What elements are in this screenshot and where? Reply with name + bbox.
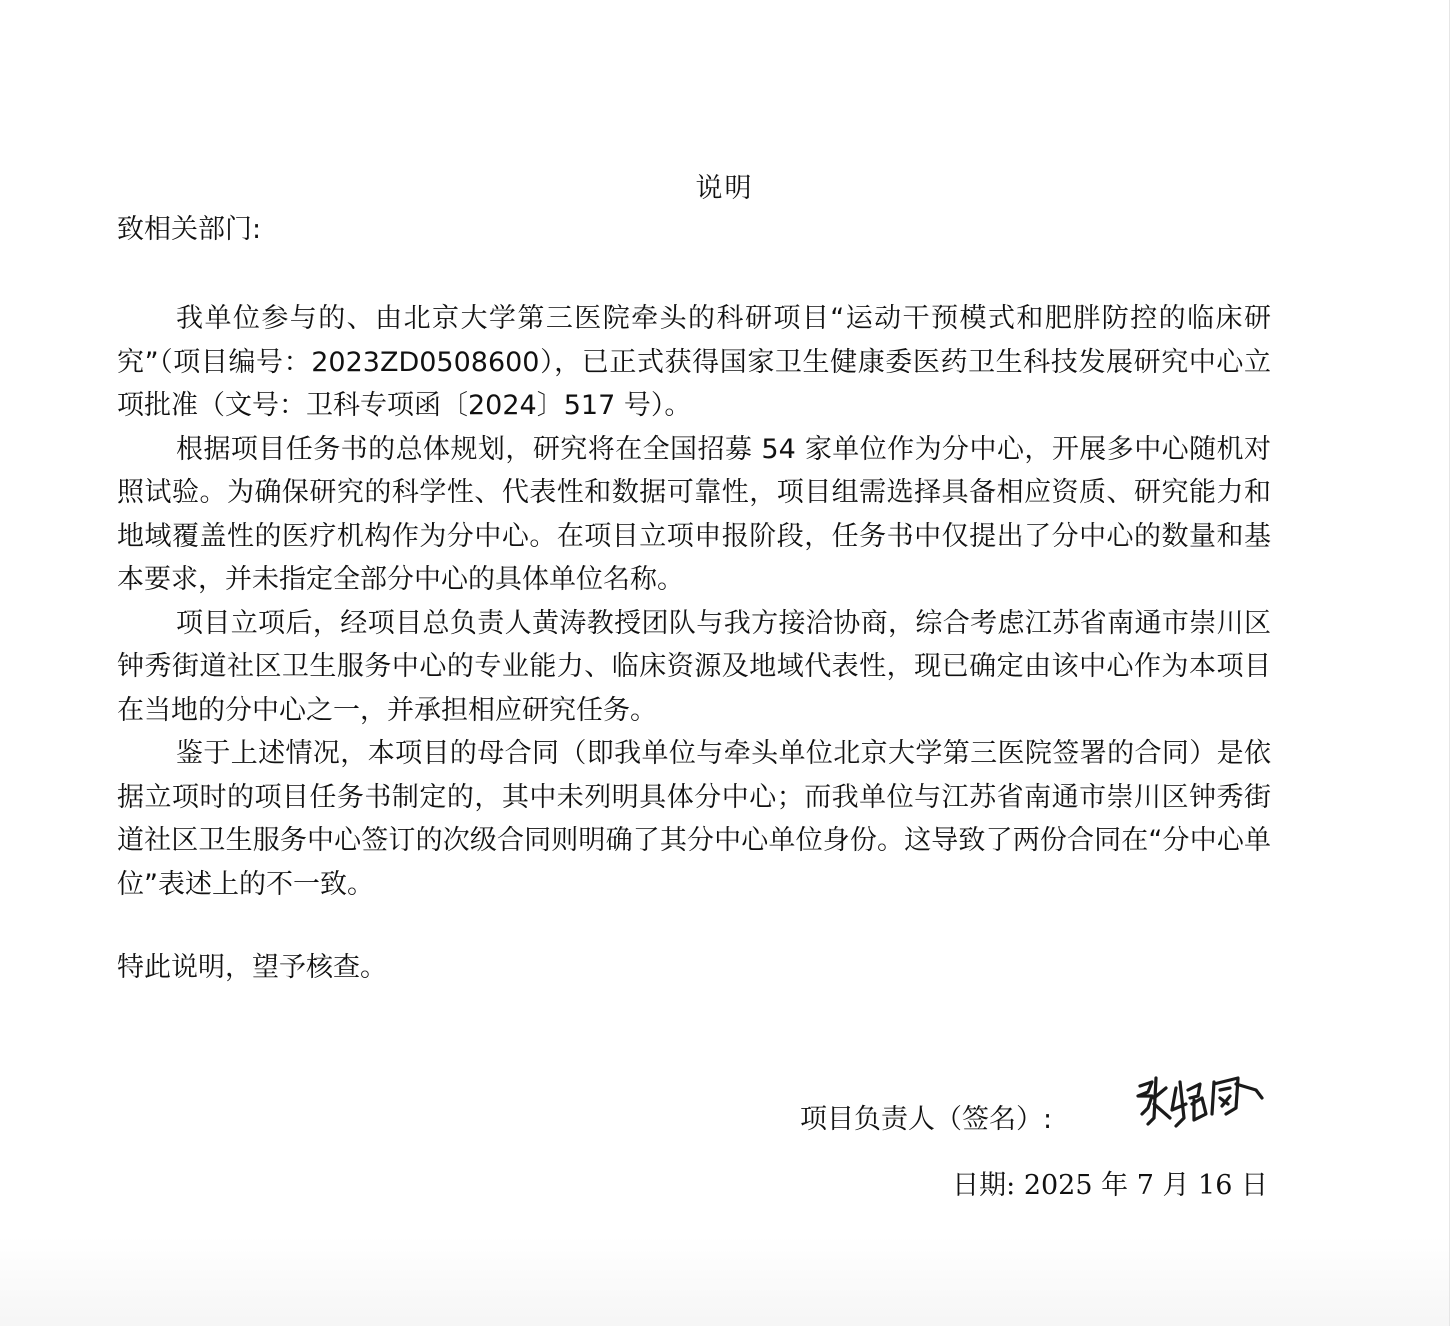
date-line	[952, 1164, 1268, 1208]
date-value: 2025 年 7 月 16 日	[1023, 1170, 1268, 1201]
date-label: 日期:	[952, 1170, 1016, 1201]
page-bottom-shadow	[0, 1236, 1449, 1326]
paragraph-subcenter-selection: 项目立项后，经项目总负责人黄涛教授团队与我方接洽协商，综合考虑江苏省南通市崇川区钟秀街道社区卫生服务中心的专业能力、临床资源及地域代表性，现已确定由该中心作为本项目在当地的分中心之一，并承担相应研究任务。	[117, 607, 1271, 726]
handwritten-signature	[1130, 1068, 1270, 1134]
paragraph-task-plan: 根据项目任务书的总体规划，研究将在全国招募 54 家单位作为分中心，开展多中心随机对照试验。为确保研究的科学性、代表性和数据可靠性，项目组需选择具备相应资质、研究能力和地域覆盖性的医疗机构作为分中心。在项目立项申报阶段，任务书中仅提出了分中心的数量和基本要求，并未指定全部分中心的具体单位名称。	[117, 433, 1271, 595]
closing-statement: 特此说明，望予核查。	[117, 952, 387, 983]
paragraph-contract-discrepancy: 鉴于上述情况，本项目的母合同（即我单位与牵头单位北京大学第三医院签署的合同）是依据立项时的项目任务书制定的，其中未列明具体分中心；而我单位与江苏省南通市崇川区钟秀街道社区卫生服务中心签订的次级合同则明确了其分中心单位身份。这导致了两份合同在“分中心单位”表述上的不一致。	[117, 738, 1271, 900]
paragraph-project-approval: 我单位参与的、由北京大学第三医院牵头的科研项目“运动干预模式和肥胖防控的临床研究”（项目编号：2023ZD0508600），已正式获得国家卫生健康委医药卫生科技发展研究中心立项批准（文号：卫科专项函〔2024〕517 号）。	[117, 303, 1271, 421]
salutation: 致相关部门:	[117, 214, 262, 245]
document-title: 说明	[695, 173, 754, 204]
signer-label: 项目负责人（签名）:	[800, 1104, 1053, 1135]
document-body	[117, 297, 1271, 906]
